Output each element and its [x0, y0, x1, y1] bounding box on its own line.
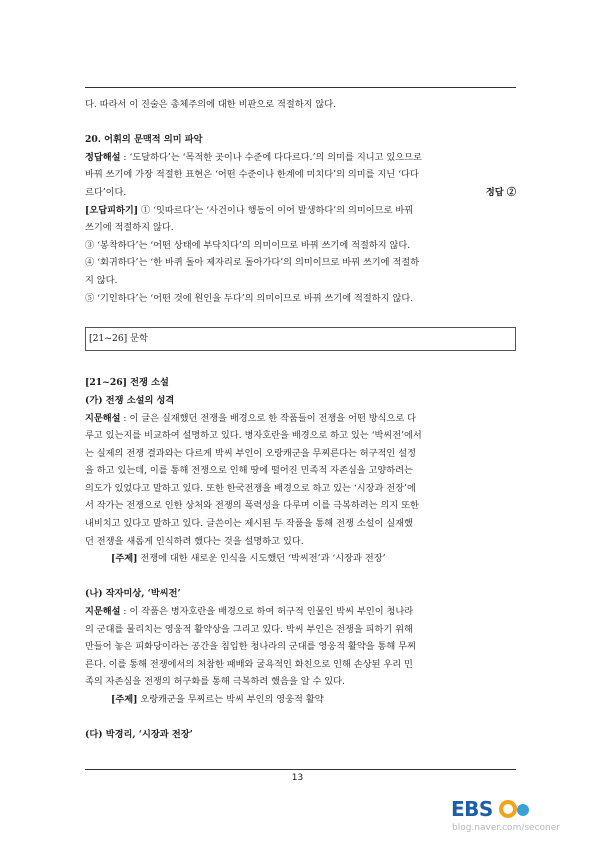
line-text: : 이 글은 실재했던 전쟁을 배경으로 한 작품들이 전쟁을 어떤 방식으로 다: [120, 412, 417, 424]
line-text: (다) 박경리, ‘시장과 전장’: [85, 729, 193, 741]
blank-line: [85, 357, 516, 375]
line-text: 족의 자존심을 전쟁의 허구화를 통해 극복하려 했음을 알 수 있다.: [85, 676, 345, 688]
text-line: [85, 392, 516, 410]
line-text: 을 하고 있는데, 이를 통해 전쟁으로 인해 땅에 떨어진 민족적 자존심을 고양하려는: [85, 465, 413, 477]
text-line: [85, 272, 516, 290]
line-text: 지 않다.: [85, 274, 118, 286]
line-text: 다. 따라서 이 진술은 총체주의에 대한 비판으로 적절하지 않다.: [85, 99, 337, 110]
text-line: [85, 638, 516, 656]
lead-label: 지문해설: [85, 606, 121, 618]
page-content: [85, 96, 516, 744]
line-text: (나) 작자미상, ‘박씨전’: [85, 588, 181, 600]
line-text: 오랑캐군을 무찌르는 박씨 부인의 영웅적 활약: [137, 694, 324, 705]
line-text: 루고 있는지를 비교하여 설명하고 있다. 병자호란을 배경으로 하고 있는 ‘박씨전’에서: [85, 430, 422, 442]
blank-line: [85, 709, 516, 727]
text-line: [85, 603, 516, 621]
text-line: [85, 374, 516, 392]
line-text: 르다’이다.: [85, 186, 127, 198]
lead-label: 정답해설: [85, 151, 121, 163]
line-text: 만들어 놓은 피화당이라는 공간을 침입한 청나라의 군대를 영웅적 활약을 통해 무찌: [85, 641, 416, 653]
text-line: [85, 691, 516, 709]
blank-line: [85, 568, 516, 586]
lead-label: 지문해설: [85, 412, 121, 424]
text-line: [85, 550, 516, 568]
line-text: 20. 어휘의 문맥적 의미 파악: [85, 134, 203, 146]
blank-line: [85, 307, 516, 325]
text-line: [85, 726, 516, 744]
text-line: [85, 480, 516, 498]
logo-text: EBS: [451, 797, 493, 821]
line-text: 내비치고 있다고 말하고 있다. 글쓴이는 제시된 두 작품을 통해 전쟁 소설이 실재했: [85, 518, 413, 530]
line-text: (가) 전쟁 소설의 성격: [85, 394, 175, 406]
text-line: [85, 237, 516, 255]
line-text: 의 군대를 물리치는 영웅적 활약상을 그리고 있다. 박씨 부인은 전쟁을 피하기 위해: [85, 623, 413, 635]
header-rule: [85, 87, 516, 88]
text-line: [85, 533, 516, 551]
footer-rule: [85, 769, 516, 770]
line-text: 서 작가는 전쟁으로 인한 상처와 전쟁의 폭력성을 다루며 이를 극복하려는 의지 또한: [85, 500, 419, 512]
ebs-logo-icon: [497, 798, 531, 820]
lead-label: [오답피하기]: [85, 204, 139, 216]
line-text: [21~26] 전쟁 소설: [85, 377, 169, 389]
text-line: [85, 427, 516, 445]
text-line: [85, 621, 516, 639]
blank-line: [85, 114, 516, 132]
line-text: 는 실제의 전쟁 결과와는 다르게 박씨 부인이 오랑캐군을 무찌른다는 허구적인 설정: [85, 447, 416, 459]
text-line: [85, 166, 516, 184]
line-text: ⑤ ‘기인하다’는 ‘어떤 것에 원인을 두다’의 의미이므로 바꿔 쓰기에 적절하지 않다.: [85, 292, 414, 304]
answer-label: 정답 ②: [485, 186, 516, 198]
text-line: [85, 290, 516, 308]
text-line: [85, 184, 516, 202]
text-line: [85, 96, 516, 114]
line-text: 른다. 이를 통해 전쟁에서의 처참한 패배와 굴욕적인 화친으로 인해 손상된 우리 민: [85, 658, 413, 670]
text-line: [85, 410, 516, 428]
page-number: 13: [291, 773, 304, 783]
lead-label: [주제]: [111, 694, 138, 705]
section-box: [21~26] 문학: [85, 327, 516, 351]
text-line: [85, 497, 516, 515]
text-line: [85, 462, 516, 480]
text-line: [85, 149, 516, 167]
blog-url: blog.naver.com/seconer: [452, 823, 560, 833]
text-line: [85, 585, 516, 603]
ebs-logo: [451, 797, 531, 821]
lead-label: [주제]: [111, 553, 138, 565]
line-text: 의도가 있었다고 말하고 있다. 또한 한국전쟁을 배경으로 하고 있는 ‘시장과 전장’에: [85, 482, 416, 494]
line-text: ④ ‘회귀하다’는 ‘한 바퀴 돌아 제자리로 돌아가다’의 의미이므로 바꿔 쓰기에 적절하: [85, 257, 420, 269]
line-text: 쓰기에 적절하지 않다.: [85, 222, 174, 234]
text-line: [85, 515, 516, 533]
line-text: : 이 작품은 병자호란을 배경으로 하여 허구적 인물인 박씨 부인이 청나라: [120, 606, 414, 618]
line-text: 바꿔 쓰기에 가장 적절한 표현은 ‘어떤 수준이나 한계에 미치다’의 의미를 지닌 ‘다다: [85, 169, 419, 181]
line-text: 전쟁에 대한 새로운 인식을 시도했던 ‘박씨전’과 ‘시장과 전장’: [137, 553, 386, 565]
line-text: ① ‘잇따르다’는 ‘사건이나 행동이 이어 발생하다’의 의미이므로 바꿔: [138, 204, 414, 216]
text-line: [85, 445, 516, 463]
text-line: [85, 219, 516, 237]
text-line: [85, 673, 516, 691]
text-line: [85, 202, 516, 220]
line-text: 던 전쟁을 새롭게 인식하려 했다는 것을 설명하고 있다.: [85, 535, 304, 547]
text-line: [85, 131, 516, 149]
text-line: [85, 656, 516, 674]
line-text: ③ ‘봉착하다’는 ‘어떤 상태에 부닥치다’의 의미이므로 바꿔 쓰기에 적절하지 않다.: [85, 239, 411, 251]
line-text: : ‘도달하다’는 ‘목적한 곳이나 수준에 다다르다.’의 의미를 지니고 있으므로: [120, 151, 422, 163]
text-line: [85, 254, 516, 272]
